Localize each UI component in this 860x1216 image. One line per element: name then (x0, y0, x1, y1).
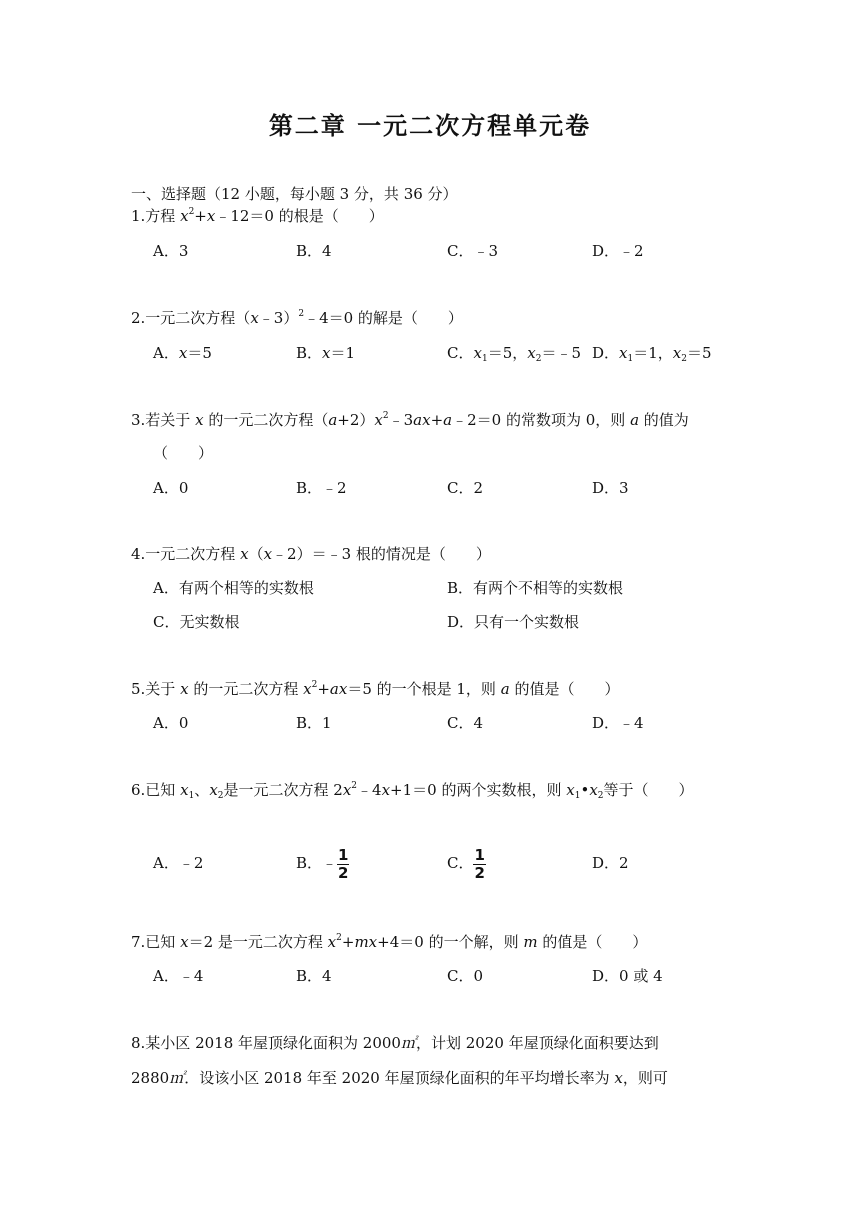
question-8-stem-line2: 2880㎡．设该小区 2018 年至 2020 年屋顶绿化面积的年平均增长率为 x，则可 (131, 1069, 668, 1087)
section-heading: 一、选择题（12 小题，每小题 3 分，共 36 分） (131, 185, 458, 203)
question-5-stem: 5.关于 x 的一元二次方程 $x^2+ax=5$ 的一个根是 1，则 a 的值是（ ） (131, 680, 620, 698)
question-4-option-a: A．有两个相等的实数根 (153, 579, 314, 597)
question-2-option-a: A．x＝5 (153, 344, 212, 362)
question-8-stem-line1: 8.某小区 2018 年屋顶绿化面积为 2000㎡，计划 2020 年屋顶绿化面积要达到 (131, 1034, 659, 1052)
question-1-option-b: B．4 (296, 242, 332, 260)
question-6-option-d: D．2 (592, 854, 629, 872)
question-6-option-a: A．﹣2 (153, 854, 204, 872)
question-3-option-c: C．2 (447, 479, 484, 497)
question-7-option-d: D．0 或 4 (592, 967, 663, 985)
fraction-one-half: $\frac{1}{2}$ (474, 845, 485, 882)
question-1-option-a: A．3 (153, 242, 189, 260)
question-4-option-c: C．无实数根 (153, 613, 240, 631)
question-3-stem-line2: （ ） (153, 444, 214, 462)
question-7-option-b: B．4 (296, 967, 332, 985)
question-5-option-b: B．1 (296, 714, 332, 732)
question-3-option-b: B．﹣2 (296, 479, 347, 497)
question-7-option-a: A．﹣4 (153, 967, 204, 985)
question-1-stem: 1.方程 $x^2+x﹣12=0$ 的根是（ ） (131, 207, 384, 225)
question-6-stem: 6.已知 $x_1$、$x_2$是一元二次方程 $2x^2﹣4x+1=0$ 的两个实数根，则 $x_1•x_2$等于（ ） (131, 781, 694, 801)
question-1-option-d: D．﹣2 (592, 242, 644, 260)
question-5-option-a: A．0 (153, 714, 189, 732)
question-6-option-c: C． $\frac{1}{2}$ (447, 845, 485, 882)
fraction-one-half: $\frac{1}{2}$ (338, 845, 349, 882)
question-3-option-d: D．3 (592, 479, 629, 497)
question-2-stem: 2.一元二次方程（x﹣3）$^2$﹣4＝0 的解是（ ） (131, 309, 463, 327)
question-4-option-d: D．只有一个实数根 (447, 613, 580, 631)
question-2-option-b: B．x＝1 (296, 344, 356, 362)
question-5-option-d: D．﹣4 (592, 714, 644, 732)
question-3-stem: 3.若关于 x 的一元二次方程$(a+2)x^2﹣3ax+a﹣2=0$ 的常数项为 0，则 a 的值为 (131, 411, 689, 429)
question-5-option-c: C．4 (447, 714, 484, 732)
question-2-option-c: C．$x_1=5$，$x_2=﹣5$ (447, 344, 581, 364)
page-title: 第二章 一元二次方程单元卷 (268, 112, 592, 140)
question-1-option-c: C．﹣3 (447, 242, 499, 260)
question-3-option-a: A．0 (153, 479, 189, 497)
question-7-stem: 7.已知 x＝2 是一元二次方程 $x^2+mx+4=0$ 的一个解，则 m 的值是（ ） (131, 933, 648, 951)
question-6-option-b: B．﹣ $\frac{1}{2}$ (296, 845, 349, 882)
question-4-option-b: B．有两个不相等的实数根 (447, 579, 624, 597)
question-4-stem: 4.一元二次方程 x（x﹣2）＝﹣3 根的情况是（ ） (131, 545, 491, 563)
question-7-option-c: C．0 (447, 967, 484, 985)
question-2-option-d: D．$x_1=1$，$x_2=5$ (592, 344, 712, 364)
